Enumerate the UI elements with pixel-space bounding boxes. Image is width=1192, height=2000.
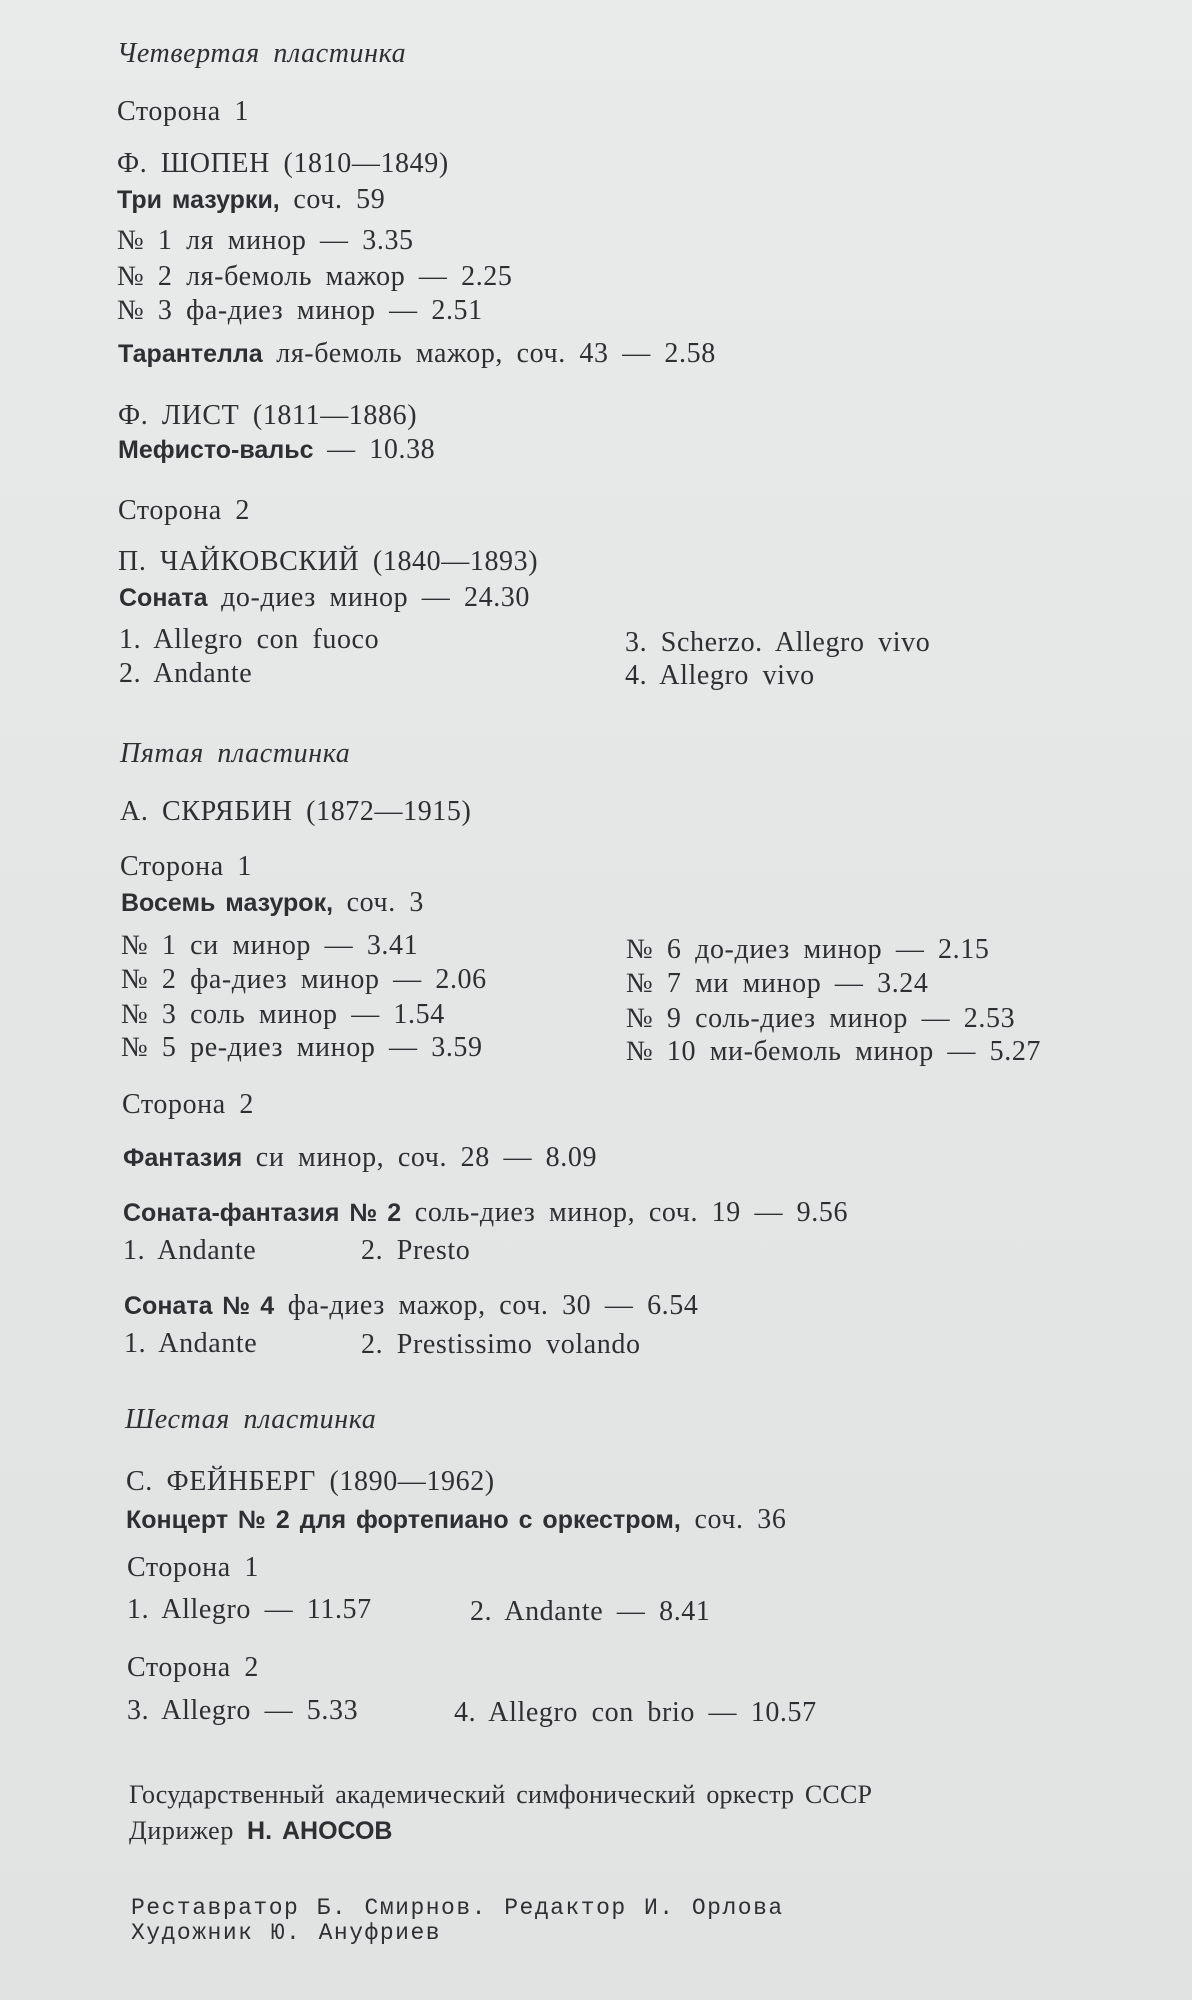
movement-item: 2. Prestissimo volando [361, 1329, 641, 1360]
work-details: ля-бемоль мажор, соч. 43 — 2.58 [262, 338, 716, 369]
concerto-title [126, 1504, 786, 1536]
track-item: № 5 ре-диез минор — 3.59 [121, 1032, 483, 1063]
sonata-fantasy-track [123, 1197, 848, 1229]
track-item: № 1 си минор — 3.41 [121, 930, 419, 961]
liszt-composer: Ф. ЛИСТ (1811—1886) [118, 400, 418, 431]
feinberg-composer: С. ФЕЙНБЕРГ (1890—1962) [126, 1466, 495, 1497]
disc6-side1-label: Сторона 1 [127, 1552, 259, 1583]
disc6-title: Шестая пластинка [125, 1404, 377, 1435]
movement-item: 1. Allegro — 11.57 [127, 1594, 372, 1625]
track-item: № 6 до-диез минор — 2.15 [626, 934, 990, 965]
track-item: № 3 фа-диез минор — 2.51 [117, 295, 483, 326]
work-details: до-диез минор — 24.30 [207, 582, 531, 613]
work-details: соль-диез минор, соч. 19 — 9.56 [401, 1197, 849, 1228]
conductor-line [129, 1815, 392, 1847]
movement-item: 1. Andante [124, 1328, 258, 1359]
fantasy-track [123, 1142, 597, 1174]
movement-item: 4. Allegro vivo [625, 660, 815, 691]
disc6-side2-label: Сторона 2 [127, 1652, 259, 1683]
work-duration: — 10.38 [313, 434, 436, 465]
work-title: Фантазия [123, 1144, 243, 1172]
work-opus: соч. 59 [279, 184, 386, 215]
work-title: Тарантелла [118, 340, 263, 368]
chopin-mazurkas-title [117, 184, 385, 216]
credits-restorer-editor: Реставратор Б. Смирнов. Редактор И. Орлова [131, 1895, 784, 1921]
disc4-side1-label: Сторона 1 [117, 96, 249, 127]
disc5-title: Пятая пластинка [120, 738, 351, 769]
track-item: № 7 ми минор — 3.24 [626, 968, 929, 999]
scriabin-mazurkas-title [121, 887, 424, 919]
movement-item: 1. Andante [123, 1235, 257, 1266]
movement-item: 1. Allegro con fuoco [119, 624, 380, 655]
work-opus: соч. 3 [333, 887, 425, 918]
work-details: си минор, соч. 28 — 8.09 [242, 1142, 598, 1173]
disc4-title: Четвертая пластинка [117, 38, 407, 69]
mephisto-waltz-track [118, 434, 435, 466]
track-item: № 10 ми-бемоль минор — 5.27 [626, 1036, 1042, 1067]
chopin-composer: Ф. ШОПЕН (1810—1849) [117, 148, 449, 179]
work-title: Мефисто-вальс [118, 436, 314, 464]
conductor-name: Н. АНОСОВ [247, 1817, 393, 1845]
movement-item: 2. Andante [119, 658, 253, 689]
disc5-side1-label: Сторона 1 [120, 851, 252, 882]
conductor-label: Дирижер [129, 1816, 248, 1845]
movement-item: 2. Presto [361, 1235, 471, 1266]
work-title: Три мазурки, [117, 186, 280, 214]
track-item: № 2 ля-бемоль мажор — 2.25 [117, 261, 513, 292]
movement-item: 3. Scherzo. Allegro vivo [625, 627, 931, 658]
track-item: № 2 фа-диез минор — 2.06 [121, 964, 487, 995]
work-title: Концерт № 2 для фортепиано с оркестром, [126, 1506, 681, 1534]
track-item: № 9 соль-диез минор — 2.53 [626, 1003, 1016, 1034]
scriabin-composer: А. СКРЯБИН (1872—1915) [120, 796, 472, 827]
work-opus: соч. 36 [680, 1504, 787, 1535]
work-title: Соната-фантазия № 2 [123, 1199, 402, 1227]
tarantella-track [118, 338, 716, 370]
movement-item: 4. Allegro con brio — 10.57 [454, 1697, 817, 1728]
movement-item: 3. Allegro — 5.33 [127, 1695, 359, 1726]
tchaikovsky-composer: П. ЧАЙКОВСКИЙ (1840—1893) [118, 546, 539, 577]
work-title: Соната [119, 584, 208, 612]
work-details: фа-диез мажор, соч. 30 — 6.54 [274, 1290, 699, 1321]
track-item: № 3 соль минор — 1.54 [121, 999, 445, 1030]
disc5-side2-label: Сторона 2 [122, 1089, 254, 1120]
sonata4-track [124, 1290, 698, 1322]
movement-item: 2. Andante — 8.41 [470, 1596, 711, 1627]
work-title: Восемь мазурок, [121, 889, 334, 917]
orchestra-name: Государственный академический симфонический оркестр СССР [129, 1780, 873, 1809]
tchaikovsky-sonata-title [119, 582, 530, 614]
disc4-side2-label: Сторона 2 [118, 495, 250, 526]
credits-artist: Художник Ю. Ануфриев [131, 1920, 442, 1946]
work-title: Соната № 4 [124, 1292, 275, 1320]
track-item: № 1 ля минор — 3.35 [117, 225, 414, 256]
